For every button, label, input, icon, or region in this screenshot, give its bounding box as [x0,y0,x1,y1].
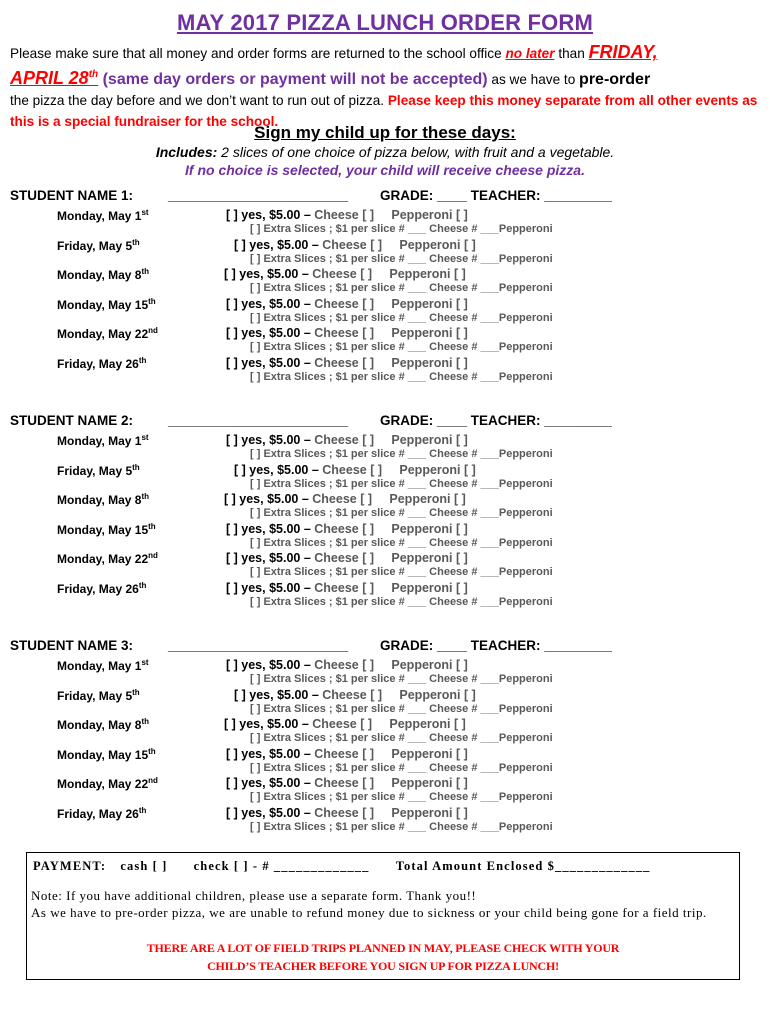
extra-slices-option[interactable]: [ ] Extra Slices ; $1 per slice # ___ Cheese # ___Pepperoni [250,732,553,745]
yes-checkbox[interactable]: [ ] yes, $5.00 – [226,296,315,311]
day-row [0,551,770,581]
pepperoni-checkbox[interactable]: Pepperoni [ ] [391,581,468,595]
pizza-order-option[interactable] [226,747,468,761]
pepperoni-checkbox[interactable]: Pepperoni [ ] [391,326,468,341]
day-row [0,297,770,327]
day-label: Monday, May 15th [57,521,156,537]
day-label: Monday, May 15th [57,746,156,762]
day-label: Monday, May 8th [57,717,150,733]
day-row [0,688,770,718]
pepperoni-checkbox[interactable]: Pepperoni [ ] [389,717,466,732]
yes-checkbox[interactable]: [ ] yes, $5.00 – [226,521,315,536]
day-label: Friday, May 5th [57,462,140,478]
cheese-checkbox[interactable]: Cheese [ ] [312,492,373,507]
day-row [0,433,770,463]
yes-checkbox[interactable]: [ ] yes, $5.00 – [226,658,315,672]
pizza-order-option[interactable] [226,208,468,222]
extra-slices-option[interactable]: [ ] Extra Slices ; $1 per slice # ___ Cheese # ___Pepperoni [250,791,553,804]
extra-slices-option[interactable]: [ ] Extra Slices ; $1 per slice # ___ Cheese # ___Pepperoni [250,566,553,579]
day-label: Monday, May 1st [57,433,149,448]
pizza-order-option[interactable] [234,688,476,702]
yes-checkbox[interactable]: [ ] yes, $5.00 – [224,717,313,732]
payment-label: PAYMENT: [33,859,107,873]
day-row [0,356,770,386]
no-later-text: no later [505,46,555,61]
pepperoni-checkbox[interactable]: Pepperoni [ ] [391,521,468,536]
day-row [0,747,770,777]
form-title: MAY 2017 PIZZA LUNCH ORDER FORM [176,10,594,35]
pizza-order-option[interactable] [226,297,468,311]
day-row [0,326,770,356]
cheese-checkbox[interactable]: Cheese [ ] [314,551,375,566]
day-label: Friday, May 5th [57,687,140,703]
student-name-field[interactable]: ________________________ [168,413,349,428]
note-refund-policy: As we have to pre-order pizza, we are unable to refund money due to sickness or your child being gone for a field trip. [31,905,707,920]
day-row [0,208,770,238]
intro-paragraph [10,42,762,132]
day-row [0,492,770,522]
payment-line [33,859,651,874]
yes-checkbox[interactable]: [ ] yes, $5.00 – [226,581,315,595]
cheese-checkbox[interactable]: Cheese [ ] [314,658,375,672]
preorder-text: pre-order [579,71,651,88]
yes-checkbox[interactable]: [ ] yes, $5.00 – [226,326,315,341]
yes-checkbox[interactable]: [ ] yes, $5.00 – [234,462,323,477]
pepperoni-checkbox[interactable]: Pepperoni [ ] [391,806,468,820]
cheese-checkbox[interactable]: Cheese [ ] [314,581,375,595]
student-name-label: STUDENT NAME 1: [10,188,134,203]
pepperoni-checkbox[interactable]: Pepperoni [ ] [391,551,468,566]
pizza-order-option[interactable] [234,463,476,477]
pepperoni-checkbox[interactable]: Pepperoni [ ] [391,296,468,311]
day-label: Friday, May 26th [57,806,147,821]
pepperoni-checkbox[interactable]: Pepperoni [ ] [399,237,476,252]
yes-checkbox[interactable]: [ ] yes, $5.00 – [226,746,315,761]
extra-slices-option[interactable]: [ ] Extra Slices ; $1 per slice # ___ Cheese # ___Pepperoni [250,673,553,685]
cheese-checkbox[interactable]: Cheese [ ] [312,717,373,732]
pizza-order-option[interactable] [224,267,466,281]
day-label: Friday, May 26th [57,581,147,596]
cheese-checkbox[interactable]: Cheese [ ] [314,296,375,311]
separate-money-notice: Please keep this money separate from all other events as this is a special fundraiser for the school. [10,93,758,129]
yes-checkbox[interactable]: [ ] yes, $5.00 – [234,237,323,252]
yes-checkbox[interactable]: [ ] yes, $5.00 – [226,551,315,566]
yes-checkbox[interactable]: [ ] yes, $5.00 – [226,356,315,370]
pizza-order-option[interactable] [226,581,468,595]
grade-teacher-field[interactable]: GRADE: ____ TEACHER: _________ [380,188,612,203]
cash-checkbox[interactable]: cash [ ] [120,859,168,873]
day-label: Monday, May 15th [57,296,156,312]
pepperoni-checkbox[interactable]: Pepperoni [ ] [389,492,466,507]
day-row [0,776,770,806]
than-text: than [554,46,589,61]
day-label: Friday, May 5th [57,237,140,253]
pizza-order-option[interactable] [226,658,468,672]
note-additional-children: Note: If you have additional children, please use a separate form. Thank you!! [31,888,477,903]
cheese-checkbox[interactable]: Cheese [ ] [314,356,375,370]
pizza-order-option[interactable] [234,238,476,252]
pepperoni-checkbox[interactable]: Pepperoni [ ] [399,687,476,702]
friday-deadline: FRIDAY, [588,42,658,62]
payment-box [26,852,740,980]
extra-slices-option[interactable]: [ ] Extra Slices ; $1 per slice # ___ Cheese # ___Pepperoni [250,702,553,715]
day-row [0,658,770,688]
cheese-checkbox[interactable]: Cheese [ ] [314,433,375,447]
student-name-label: STUDENT NAME 2: [10,413,134,428]
cheese-checkbox[interactable]: Cheese [ ] [314,776,375,791]
yes-checkbox[interactable]: [ ] yes, $5.00 – [226,208,315,222]
pepperoni-checkbox[interactable]: Pepperoni [ ] [391,208,468,222]
pepperoni-checkbox[interactable]: Pepperoni [ ] [391,746,468,761]
extra-slices-option[interactable]: [ ] Extra Slices ; $1 per slice # ___ Cheese # ___Pepperoni [250,223,553,235]
extra-slices-option[interactable]: [ ] Extra Slices ; $1 per slice # ___ Cheese # ___Pepperoni [250,448,553,460]
pizza-order-option[interactable] [224,717,466,731]
extra-slices-option[interactable]: [ ] Extra Slices ; $1 per slice # ___ Cheese # ___Pepperoni [250,477,553,490]
pepperoni-checkbox[interactable]: Pepperoni [ ] [391,776,468,791]
day-label: Monday, May 1st [57,658,149,673]
day-label: Monday, May 22nd [57,776,158,792]
day-label: Monday, May 1st [57,208,149,223]
day-row [0,717,770,747]
day-row [0,806,770,836]
day-label: Monday, May 8th [57,267,150,283]
cheese-checkbox[interactable]: Cheese [ ] [312,267,373,282]
as-we-have-text: as we have to [487,72,580,87]
yes-checkbox[interactable]: [ ] yes, $5.00 – [224,492,313,507]
pizza-order-option[interactable] [226,551,468,565]
day-row [0,238,770,268]
signup-heading: Sign my child up for these days: [254,123,516,142]
day-row [0,522,770,552]
day-row [0,581,770,611]
field-trip-warning: THERE ARE A LOT OF FIELD TRIPS PLANNED IN MAY, PLEASE CHECK WITH YOUR CHILD’S TEACHER BEFORE YOU SIGN UP FOR PIZZA LUNCH! [146,941,620,973]
check-checkbox[interactable]: check [ ] - # _____________ [193,859,370,873]
student-section [0,413,770,628]
day-row [0,463,770,493]
cheese-checkbox[interactable]: Cheese [ ] [314,326,375,341]
payment-note [31,887,737,921]
student-name-field[interactable]: ________________________ [168,188,349,203]
pizza-order-option[interactable] [224,492,466,506]
total-amount-field[interactable]: Total Amount Enclosed $_____________ [395,859,651,873]
pizza-order-option[interactable] [226,433,468,447]
day-row [0,267,770,297]
extra-slices-option[interactable]: [ ] Extra Slices ; $1 per slice # ___ Cheese # ___Pepperoni [250,371,553,383]
extra-slices-option[interactable]: [ ] Extra Slices ; $1 per slice # ___ Cheese # ___Pepperoni [250,252,553,265]
intro-text-2: the pizza the day before and we don’t want to run out of pizza. [10,93,388,108]
grade-teacher-field[interactable]: GRADE: ____ TEACHER: _________ [380,413,612,428]
pepperoni-checkbox[interactable]: Pepperoni [ ] [391,658,468,672]
day-label: Monday, May 22nd [57,326,158,342]
cheese-checkbox[interactable]: Cheese [ ] [314,746,375,761]
pepperoni-checkbox[interactable]: Pepperoni [ ] [399,462,476,477]
pizza-order-option[interactable] [226,776,468,790]
student-section [0,188,770,403]
pizza-order-option[interactable] [226,522,468,536]
cheese-checkbox[interactable]: Cheese [ ] [322,237,383,252]
extra-slices-option[interactable]: [ ] Extra Slices ; $1 per slice # ___ Cheese # ___Pepperoni [250,761,553,774]
day-label: Friday, May 26th [57,356,147,371]
extra-slices-option[interactable]: [ ] Extra Slices ; $1 per slice # ___ Cheese # ___Pepperoni [250,507,553,520]
yes-checkbox[interactable]: [ ] yes, $5.00 – [234,687,323,702]
same-day-warning: (same day orders or payment will not be accepted) [98,71,488,88]
day-label: Monday, May 22nd [57,551,158,567]
student-name-label: STUDENT NAME 3: [10,638,134,653]
cheese-checkbox[interactable]: Cheese [ ] [314,521,375,536]
pepperoni-checkbox[interactable]: Pepperoni [ ] [391,433,468,447]
pizza-order-option[interactable] [226,326,468,340]
cheese-checkbox[interactable]: Cheese [ ] [322,687,383,702]
cheese-checkbox[interactable]: Cheese [ ] [314,806,375,820]
extra-slices-option[interactable]: [ ] Extra Slices ; $1 per slice # ___ Cheese # ___Pepperoni [250,341,553,354]
grade-teacher-field[interactable]: GRADE: ____ TEACHER: _________ [380,638,612,653]
intro-text-1: Please make sure that all money and order forms are returned to the school office [10,46,506,61]
yes-checkbox[interactable]: [ ] yes, $5.00 – [226,776,315,791]
student-section [0,638,770,853]
includes-line: Includes: 2 slices of one choice of pizza below, with fruit and a vegetable. [155,144,615,160]
extra-slices-option[interactable]: [ ] Extra Slices ; $1 per slice # ___ Cheese # ___Pepperoni [250,311,553,324]
no-choice-notice: If no choice is selected, your child will receive cheese pizza. [185,162,585,178]
extra-slices-option[interactable]: [ ] Extra Slices ; $1 per slice # ___ Cheese # ___Pepperoni [250,282,553,295]
day-label: Monday, May 8th [57,492,150,508]
extra-slices-option[interactable]: [ ] Extra Slices ; $1 per slice # ___ Cheese # ___Pepperoni [250,821,553,833]
pizza-order-option[interactable] [226,806,468,820]
yes-checkbox[interactable]: [ ] yes, $5.00 – [226,806,315,820]
yes-checkbox[interactable]: [ ] yes, $5.00 – [226,433,315,447]
pepperoni-checkbox[interactable]: Pepperoni [ ] [391,356,468,370]
pizza-order-option[interactable] [226,356,468,370]
extra-slices-option[interactable]: [ ] Extra Slices ; $1 per slice # ___ Cheese # ___Pepperoni [250,596,553,608]
extra-slices-option[interactable]: [ ] Extra Slices ; $1 per slice # ___ Cheese # ___Pepperoni [250,536,553,549]
yes-checkbox[interactable]: [ ] yes, $5.00 – [224,267,313,282]
pepperoni-checkbox[interactable]: Pepperoni [ ] [389,267,466,282]
student-name-field[interactable]: ________________________ [168,638,349,653]
cheese-checkbox[interactable]: Cheese [ ] [322,462,383,477]
april-deadline: APRIL 28th [10,68,99,88]
cheese-checkbox[interactable]: Cheese [ ] [314,208,375,222]
